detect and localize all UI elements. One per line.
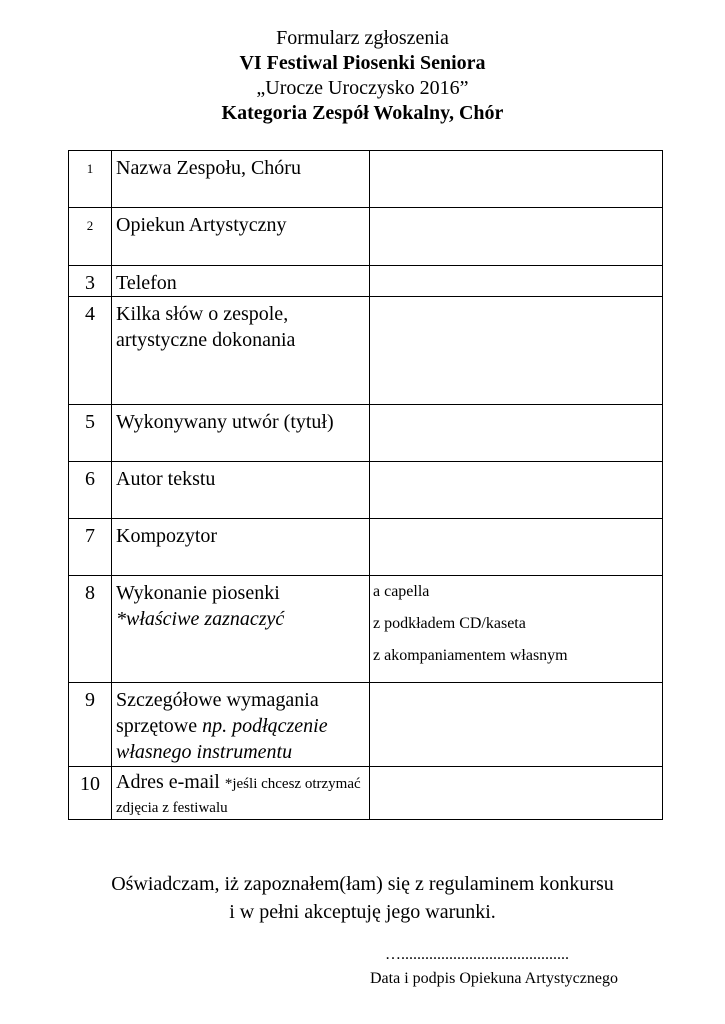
field-label-performance-type	[112, 576, 370, 683]
email-note: *jeśli chcesz otrzymać zdjęcia z festiwalu	[116, 776, 361, 816]
table-row	[69, 151, 663, 208]
field-label-email	[112, 767, 370, 820]
declaration-line-2: i w pełni akceptuję jego warunki.	[229, 901, 496, 923]
table-row	[69, 767, 663, 820]
table-row	[69, 208, 663, 266]
signature-line[interactable]: …..........................................	[385, 946, 569, 963]
equipment-note: np. podłączenie własnego instrumentu	[116, 715, 328, 763]
row-number: 6	[69, 462, 112, 519]
option-a-capella[interactable]: a capella	[373, 583, 430, 600]
table-row	[69, 405, 663, 462]
equipment-label: Szczegółowe wymagania sprzętowe	[116, 689, 319, 737]
option-backing-track[interactable]: z podkładem CD/kaseta	[373, 615, 526, 632]
table-row	[69, 683, 663, 767]
field-label-equipment	[112, 683, 370, 767]
form-title: Formularz zgłoszenia	[276, 27, 449, 49]
field-label-about-team: Kilka słów o zespole, artystyczne dokonania	[112, 297, 370, 405]
declaration-statement	[0, 870, 725, 926]
application-form-table	[68, 150, 663, 820]
field-label-team-name: Nazwa Zespołu, Chóru	[112, 151, 370, 208]
row-number: 3	[69, 266, 112, 297]
field-label-phone: Telefon	[112, 266, 370, 297]
email-label: Adres e-mail	[116, 771, 220, 793]
field-label-lyricist: Autor tekstu	[112, 462, 370, 519]
field-value-composer[interactable]	[370, 519, 663, 576]
field-value-lyricist[interactable]	[370, 462, 663, 519]
row-number: 7	[69, 519, 112, 576]
field-label-composer: Kompozytor	[112, 519, 370, 576]
signature-label: Data i podpis Opiekuna Artystycznego	[370, 970, 618, 987]
field-value-equipment[interactable]	[370, 683, 663, 767]
performance-options	[370, 576, 663, 683]
field-value-song-title[interactable]	[370, 405, 663, 462]
festival-subtitle: „Urocze Uroczysko 2016”	[256, 77, 469, 99]
category-title: Kategoria Zespół Wokalny, Chór	[221, 102, 504, 124]
row-number: 10	[69, 767, 112, 820]
field-value-about-team[interactable]	[370, 297, 663, 405]
field-value-artistic-supervisor[interactable]	[370, 208, 663, 266]
performance-type-label: Wykonanie piosenki	[116, 582, 280, 604]
field-value-phone[interactable]	[370, 266, 663, 297]
table-row	[69, 266, 663, 297]
table-row	[69, 297, 663, 405]
table-row	[69, 462, 663, 519]
row-number: 2	[69, 208, 112, 266]
form-header	[0, 26, 725, 126]
row-number: 8	[69, 576, 112, 683]
field-label-song-title: Wykonywany utwór (tytuł)	[112, 405, 370, 462]
field-label-artistic-supervisor: Opiekun Artystyczny	[112, 208, 370, 266]
option-own-accompaniment[interactable]: z akompaniamentem własnym	[373, 647, 568, 664]
table-row	[69, 519, 663, 576]
row-number: 4	[69, 297, 112, 405]
row-number: 5	[69, 405, 112, 462]
field-value-email[interactable]	[370, 767, 663, 820]
declaration-line-1: Oświadczam, iż zapoznałem(łam) się z regulaminem konkursu	[111, 873, 614, 895]
table-row	[69, 576, 663, 683]
festival-name: VI Festiwal Piosenki Seniora	[239, 52, 486, 74]
field-value-team-name[interactable]	[370, 151, 663, 208]
performance-type-note: *właściwe zaznaczyć	[116, 608, 285, 630]
row-number: 1	[69, 151, 112, 208]
row-number: 9	[69, 683, 112, 767]
